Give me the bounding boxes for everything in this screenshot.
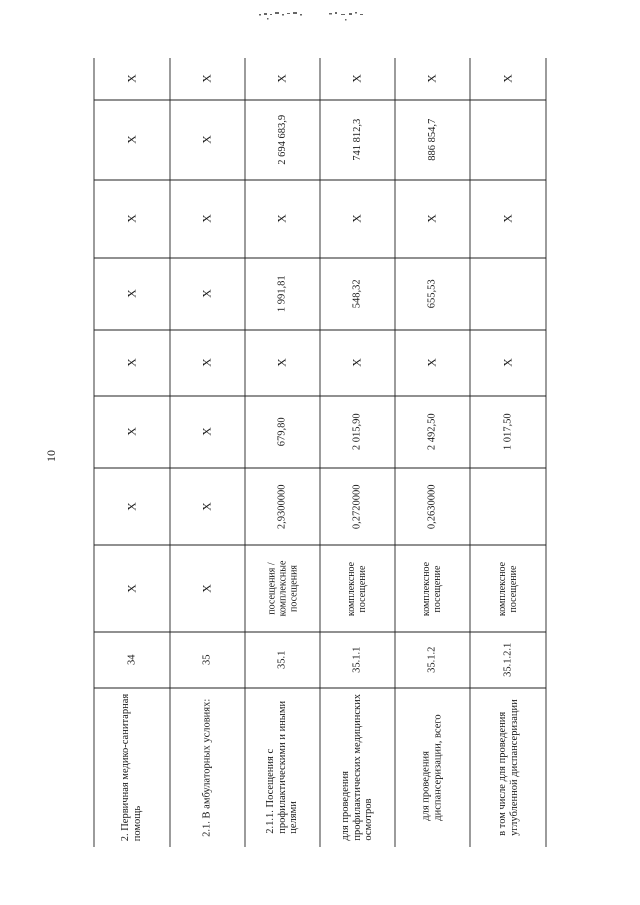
cell-line: 35.1.1 — [351, 646, 363, 674]
cell-col10: X — [124, 74, 139, 84]
cell-col10: X — [500, 74, 515, 84]
cell-cost: 2 015,90 — [351, 413, 363, 451]
cell-unit: X — [199, 584, 214, 593]
cell-name: 2.1. В амбулаторных условиях: — [201, 698, 213, 837]
cell-line: 34 — [126, 654, 138, 666]
cell-name: для проведения диспансеризации, всего — [420, 714, 444, 821]
page-number: 10 — [44, 450, 58, 462]
cell-col6: X — [274, 358, 289, 368]
cell-norm: 0,2720000 — [351, 484, 363, 529]
cell-name: 2. Первичная медико-санитарная помощь — [120, 693, 144, 842]
cell-col9: X — [124, 135, 139, 145]
cell-col8: X — [424, 214, 439, 224]
cell-norm: 2,9300000 — [276, 484, 288, 529]
cell-col8: X — [199, 214, 214, 224]
cell-col7: X — [124, 289, 139, 299]
cell-col8: X — [124, 214, 139, 224]
cell-norm — [470, 468, 546, 545]
cell-cost: 679,80 — [276, 417, 288, 447]
cell-norm: 0,2630000 — [426, 484, 438, 529]
cell-col6: X — [124, 358, 139, 368]
cell-col9 — [470, 100, 546, 180]
cell-norm: X — [199, 502, 214, 511]
cell-col6: X — [349, 358, 364, 368]
cell-unit: комплексное посещение — [346, 561, 369, 616]
cell-unit: X — [124, 584, 139, 593]
cell-line: 35.1 — [276, 650, 288, 670]
cell-col10: X — [349, 74, 364, 84]
cell-cost: X — [124, 427, 139, 437]
cell-col7: 548,32 — [351, 279, 363, 309]
cell-col6: X — [199, 358, 214, 368]
cell-cost: 2 492,50 — [426, 413, 438, 451]
cell-name: для проведения профилактических медицинских осмотров — [340, 694, 375, 841]
cell-unit: комплексное посещение — [421, 561, 444, 616]
cell-col6: X — [500, 358, 515, 368]
cell-col7: X — [199, 289, 214, 299]
cell-name: 2.1.1. Посещения с профилактическими и иными целями — [265, 701, 300, 834]
cell-col10: X — [424, 74, 439, 84]
cell-line: 35.1.2 — [426, 646, 438, 674]
cell-line: 35.1.2.1 — [502, 642, 514, 678]
cell-name: в том числе для проведения углубленной диспансеризации — [496, 699, 519, 836]
cell-col9: X — [199, 135, 214, 145]
cell-col9: 2 694 683,9 — [276, 115, 288, 165]
cell-col8: X — [274, 214, 289, 224]
cell-col10: X — [199, 74, 214, 84]
cell-cost: X — [199, 427, 214, 437]
cell-cost: 1 017,50 — [502, 413, 514, 451]
cell-col7 — [470, 258, 546, 330]
cell-col9: 741 812,3 — [351, 118, 363, 161]
cell-col8: X — [349, 214, 364, 224]
cell-col10: X — [274, 74, 289, 84]
cell-line: 35 — [201, 654, 213, 666]
cell-col9: 886 854,7 — [426, 118, 438, 161]
cell-col8: X — [500, 214, 515, 224]
cell-unit: комплексное посещение — [496, 561, 519, 616]
cell-col7: 655,53 — [426, 279, 438, 309]
cell-norm: X — [124, 502, 139, 511]
cell-col7: 1 991,81 — [276, 275, 288, 313]
cell-unit: посещения / комплексные посещения — [265, 560, 299, 617]
cell-col6: X — [424, 358, 439, 368]
